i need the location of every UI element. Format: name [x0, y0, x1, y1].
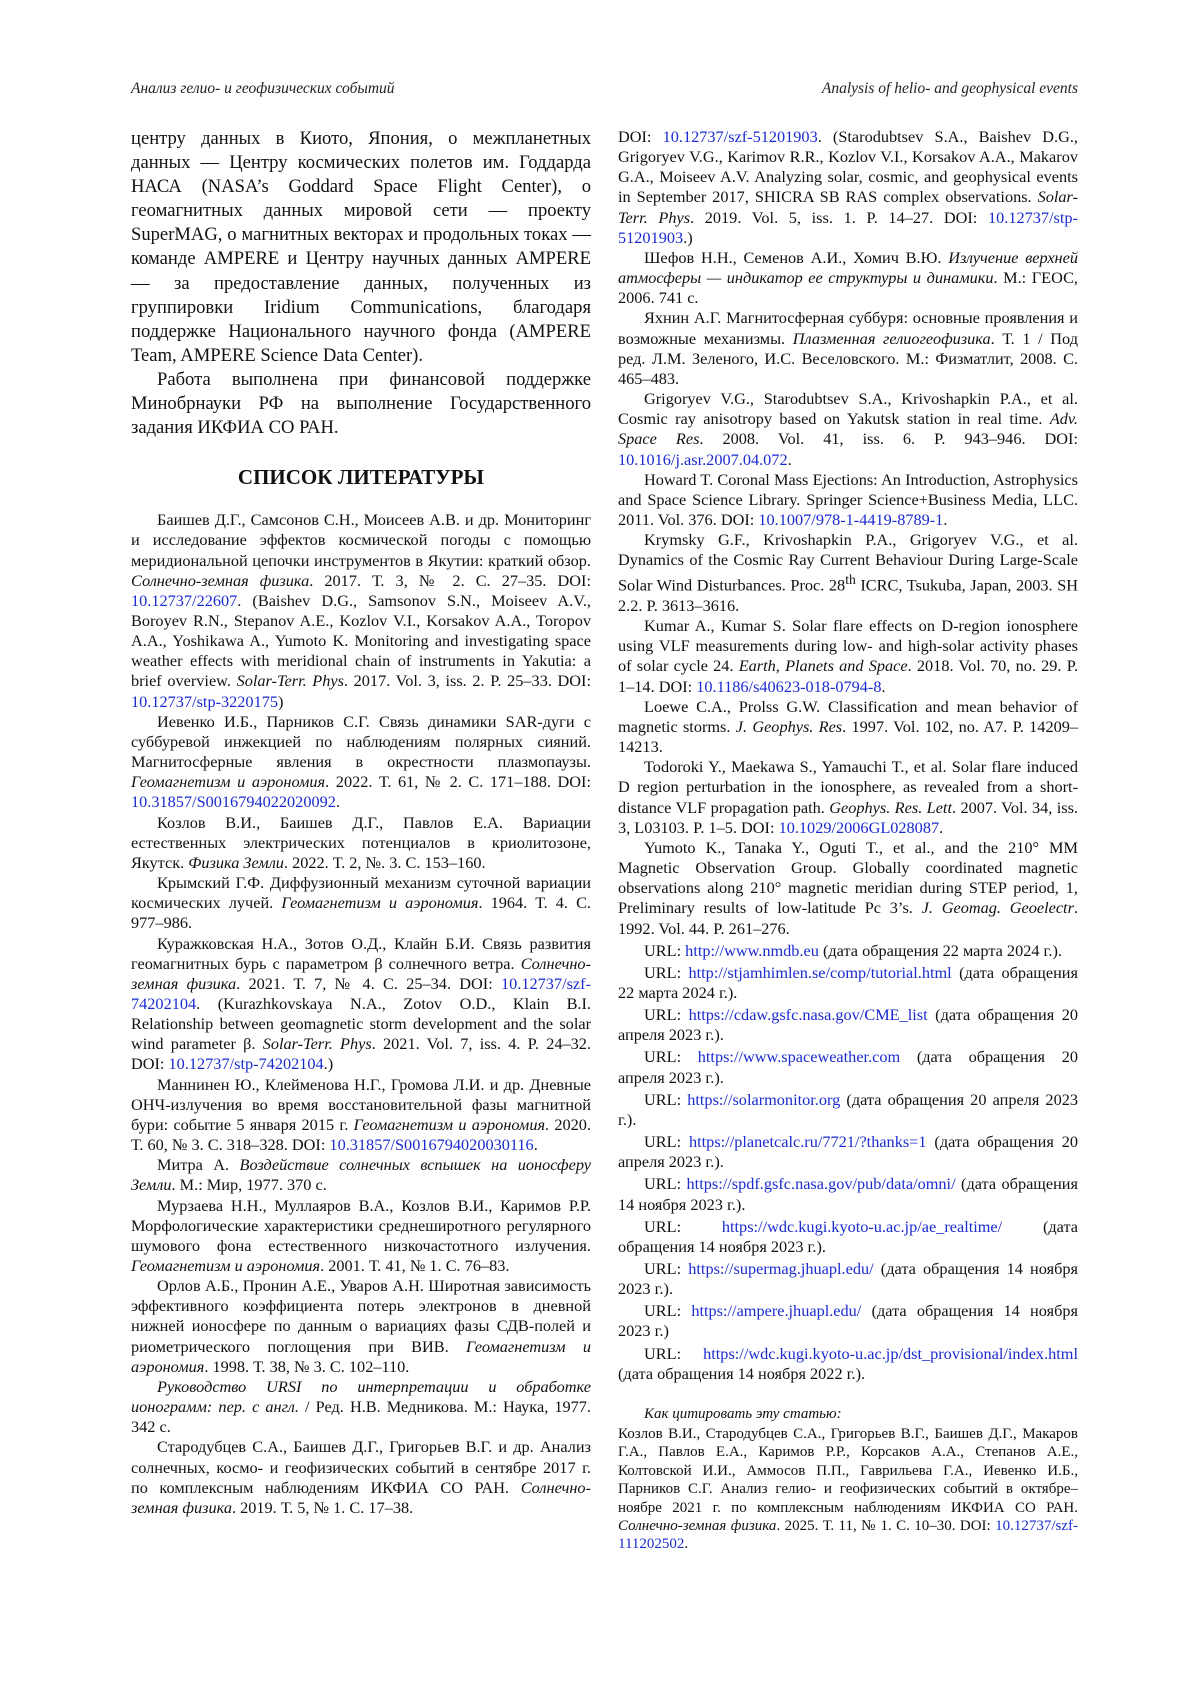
url-link[interactable]: https://spdf.gsfc.nasa.gov/pub/data/omni/ [686, 1174, 956, 1194]
header-left: Анализ гелио- и геофизических событий [131, 80, 395, 97]
url-link[interactable]: http://www.nmdb.eu [685, 940, 819, 960]
url-reference-item: URL: https://supermag.jhuapl.edu/ (дата обращения 14 ноября 2023 г.). [618, 1259, 1078, 1299]
doi-link[interactable]: 10.12737/szf-111202502 [618, 1517, 1078, 1553]
funding-paragraph: Работа выполнена при финансовой поддержке Минобрнауки РФ на выполнение Государственного задания ИКФИА СО РАН. [131, 368, 591, 439]
doi-link[interactable]: 10.12737/stp-74202104 [168, 1054, 324, 1074]
doi-link[interactable]: 10.1016/j.asr.2007.04.072 [618, 449, 788, 469]
doi-link[interactable]: 10.12737/szf-51201903 [662, 127, 818, 146]
url-reference-item: URL: https://www.spaceweather.com (дата обращения 20 апреля 2023 г.). [618, 1047, 1078, 1087]
doi-link[interactable]: 10.31857/S0016794022020092 [131, 792, 336, 812]
reference-item: Мурзаева Н.Н., Муллаяров В.А., Козлов В.И., Каримов Р.Р. Морфологические характеристики среднеширотного регулярного шумового фона естественного низкочастотного излучения. Геомагнетизм и аэрономия. 2001. Т. 41, № 1. С. 76–83. [131, 1195, 591, 1275]
reference-item: Krymsky G.F., Krivoshapkin P.A., Grigoryev V.G., et al. Dynamics of the Cosmic Ray Current Behaviour During Large-Scale Solar Wind Disturbances. Proc. 28th ICRC, Tsukuba, Japan, 2003. SH 2.2. P. 3613–3616. [618, 530, 1079, 616]
reference-item: Шефов Н.Н., Семенов А.И., Хомич В.Ю. Излучение верхней атмосферы — индикатор ее структуры и динамики. М.: ГЕОС, 2006. 741 с. [618, 247, 1078, 308]
url-reference-item: URL: https://spdf.gsfc.nasa.gov/pub/data/omni/ (дата обращения 14 ноября 2023 г.). [618, 1174, 1078, 1214]
citation-heading: Как цитировать эту статью: [644, 1405, 842, 1422]
url-reference-list [618, 941, 1078, 1384]
doi-link[interactable]: 10.31857/S0016794020030116 [329, 1135, 534, 1155]
url-link[interactable]: https://wdc.kugi.kyoto-u.ac.jp/dst_provisional/index.html [703, 1343, 1078, 1363]
url-reference-item: URL: https://wdc.kugi.kyoto-u.ac.jp/dst_provisional/index.html (дата обращения 14 ноября 2022 г.). [618, 1343, 1078, 1383]
left-column [131, 127, 591, 1518]
reference-item: Howard T. Coronal Mass Ejections: An Introduction, Astrophysics and Space Science Library. Springer Science+Business Media, LLC. 2011. Vol. 376. DOI: 10.1007/978-1-4419-8789-1. [618, 469, 1078, 529]
url-reference-item: URL: http://stjamhimlen.se/comp/tutorial.html (дата обращения 22 марта 2024 г.). [618, 962, 1078, 1002]
doi-link[interactable]: 10.1186/s40623-018-0794-8 [696, 676, 882, 696]
url-link[interactable]: https://supermag.jhuapl.edu/ [688, 1259, 874, 1279]
url-link[interactable]: https://www.spaceweather.com [697, 1047, 901, 1067]
url-reference-item: URL: https://ampere.jhuapl.edu/ (дата обращения 14 ноября 2023 г.) [618, 1301, 1078, 1341]
url-link[interactable]: http://stjamhimlen.se/comp/tutorial.html [688, 962, 952, 982]
doi-link[interactable]: 10.12737/stp-3220175 [131, 691, 278, 711]
doi-link[interactable]: 10.1007/978-1-4419-8789-1 [758, 509, 944, 529]
reference-item: Todoroki Y., Maekawa S., Yamauchi T., et al. Solar flare induced D region perturbation in the ionosphere, as revealed from a short-distance VLF propagation path. Geophys. Res. Lett. 2007. Vol. 34, iss. 3, L03103. P. 1–5. DOI: 10.1029/2006GL028087. [618, 757, 1078, 837]
citation-text: Козлов В.И., Стародубцев С.А., Григорьев В.Г., Баишев Д.Г., Макаров Г.А., Павлов Е.А., Каримов Р.Р., Корсаков А.А., Степанов А.Е., Колтовской И.И., Аммосов П.П., Гаврильева Г.А., Иевенко И.Б., Парников С.Г. Анализ гелио- и геофизических событий в октябре–ноябре 2021 г. по комплексным наблюдениям ИКФИА СО РАН. Солнечно-земная физика. 2025. Т. 11, № 1. С. 10–30. DOI: 10.12737/szf-111202502. [618, 1425, 1078, 1553]
doi-link[interactable]: 10.12737/stp-51201903 [618, 207, 1078, 247]
url-link[interactable]: https://solarmonitor.org [687, 1089, 841, 1109]
reference-item: Иевенко И.Б., Парников С.Г. Связь динамики SAR-дуги с суббуревой инжекцией по наблюдениям полярных сияний. Магнитосферные явления в окрестности плазмопаузы. Геомагнетизм и аэрономия. 2022. Т. 61, № 2. С. 171–188. DOI: 10.31857/S0016794022020092. [131, 711, 591, 812]
doi-link[interactable]: 10.12737/22607 [131, 590, 238, 610]
reference-item: Митра А. Воздействие солнечных вспышек на ионосферу Земли. М.: Мир, 1977. 370 с. [131, 1155, 591, 1195]
url-link[interactable]: https://cdaw.gsfc.nasa.gov/CME_list [688, 1005, 928, 1025]
references-title: СПИСОК ЛИТЕРАТУРЫ [237, 465, 485, 490]
url-reference-item: URL: https://planetcalc.ru/7721/?thanks=1 (дата обращения 20 апреля 2023 г.). [618, 1132, 1078, 1172]
url-reference-item: URL: https://wdc.kugi.kyoto-u.ac.jp/ae_realtime/ (дата обращения 14 ноября 2023 г.). [618, 1216, 1078, 1256]
reference-item: Kumar A., Kumar S. Solar flare effects on D-region ionosphere using VLF measurements during low- and high-solar activity phases of solar cycle 24. Earth, Planets and Space. 2018. Vol. 70, no. 29. P. 1–14. DOI: 10.1186/s40623-018-0794-8. [618, 616, 1079, 696]
reference-item: Yumoto K., Tanaka Y., Oguti T., et al., and the 210° MM Magnetic Observation Group. Globally coordinated magnetic observations along 210° magnetic meridian during STEP period, 1, Preliminary results of low-latitude Pc 3’s. J. Geomag. Geoelectr. 1992. Vol. 44. P. 261–276. [618, 837, 1078, 938]
reference-item: Яхнин А.Г. Магнитосферная суббуря: основные проявления и возможные механизмы. Плазменная гелиогеофизика. Т. 1 / Под ред. Л.М. Зеленого, И.С. Веселовского. М.: Физматлит, 2008. С. 465–483. [618, 308, 1078, 388]
right-column [618, 127, 1078, 1554]
reference-item: Стародубцев С.А., Баишев Д.Г., Григорьев В.Г. и др. Анализ солнечных, космо- и геофизических событий в сентябре 2017 г. по комплексным наблюдениям ИКФИА СО РАН. Солнечно-земная физика. 2019. Т. 5, № 1. С. 17–38. [131, 1437, 591, 1517]
url-reference-item: URL: https://solarmonitor.org (дата обращения 20 апреля 2023 г.). [618, 1089, 1078, 1129]
url-reference-item: URL: http://www.nmdb.eu (дата обращения 22 марта 2024 г.). [644, 940, 1062, 960]
reference-item: Grigoryev V.G., Starodubtsev S.A., Krivoshapkin P.A., et al. Cosmic ray anisotropy based on Yakutsk station in real time. Adv. Space Res. 2008. Vol. 41, iss. 6. P. 943–946. DOI: 10.1016/j.asr.2007.04.072. [618, 389, 1079, 469]
reference-item: Loewe C.A., Prolss G.W. Classification and mean behavior of magnetic storms. J. Geophys. Res. 1997. Vol. 102, no. A7. P. 14209–14213. [618, 696, 1079, 757]
reference-item-continued: DOI: 10.12737/szf-51201903. (Starodubtsev S.A., Baishev D.G., Grigoryev V.G., Karimov R.R., Kozlov V.I., Korsakov A.A., Makarov G.A., Moiseev A.V. Analyzing solar, cosmic, and geophysical events in September 2017, SHICRA SB RAS complex observations. Solar-Terr. Phys. 2019. Vol. 5, iss. 1. P. 14–27. DOI: 10.12737/stp-51201903.) [618, 127, 1078, 247]
url-link[interactable]: https://planetcalc.ru/7721/?thanks=1 [688, 1132, 927, 1152]
acknowledgment-paragraph: центру данных в Киото, Япония, о межпланетных данных — Центру космических полетов им. Годдарда НАСА (NASA’s Goddard Space Flight Center), о геомагнитных данных мировой сети — проекту SuperMAG, о магнитных векторах и продольных токах — команде AMPERE и Центру научных данных AMPERE — за предоставление данных, полученных из группировки Iridium Communications, благодаря поддержке Национального научного фонда (AMPERE Team, AMPERE Science Data Center). [131, 128, 591, 366]
reference-item: Куражковская Н.А., Зотов О.Д., Клайн Б.И. Связь развития геомагнитных бурь с параметром β солнечного ветра. Солнечно-земная физика. 2021. Т. 7, № 4. С. 25–34. DOI: 10.12737/szf-74202104. (Kurazhkovskaya N.A., Zotov O.D., Klain B.I. Relationship between geomagnetic storm development and the solar wind parameter β. Solar-Terr. Phys. 2021. Vol. 7, iss. 4. P. 24–32. DOI: 10.12737/stp-74202104.) [131, 933, 591, 1074]
reference-item: Маннинен Ю., Клейменова Н.Г., Громова Л.И. и др. Дневные ОНЧ-излучения во время восстановительной фазы магнитной бури: событие 5 января 2015 г. Геомагнетизм и аэрономия. 2020. Т. 60, № 3. С. 318–328. DOI: 10.31857/S0016794020030116. [131, 1074, 591, 1155]
reference-item: Руководство URSI по интерпретации и обработке ионограмм: пер. с англ. / Ред. Н.В. Медникова. М.: Наука, 1977. 342 с. [131, 1376, 591, 1437]
url-reference-item: URL: https://cdaw.gsfc.nasa.gov/CME_list (дата обращения 20 апреля 2023 г.). [618, 1005, 1078, 1045]
doi-link[interactable]: 10.1029/2006GL028087 [778, 817, 940, 837]
doi-link[interactable]: 10.12737/szf-74202104 [131, 973, 591, 1013]
reference-item: Орлов А.Б., Пронин А.Е., Уваров А.Н. Широтная зависимость эффективного коэффициента потерь электронов в дневной нижней ионосфере по данным о вариациях фазы СДВ-полей и риометрического поглощения при ВИВ. Геомагнетизм и аэрономия. 1998. Т. 38, № 3. С. 102–110. [131, 1276, 592, 1376]
header-right: Analysis of helio- and geophysical events [821, 80, 1078, 97]
reference-item: Козлов В.И., Баишев Д.Г., Павлов Е.А. Вариации естественных электрических потенциалов в криолитозоне, Якутск. Физика Земли. 2022. Т. 2, №. 3. С. 153–160. [131, 812, 591, 872]
url-link[interactable]: https://wdc.kugi.kyoto-u.ac.jp/ae_realtime/ [721, 1216, 1003, 1236]
reference-item: Крымский Г.Ф. Диффузионный механизм суточной вариации космических лучей. Геомагнетизм и аэрономия. 1964. Т. 4. С. 977–986. [131, 873, 591, 933]
running-header [131, 80, 1078, 98]
reference-item: Баишев Д.Г., Самсонов С.Н., Моисеев А.В. и др. Мониторинг и исследование эффектов космической погоды с помощью меридиональной цепочки инструментов в Якутии: краткий обзор. Солнечно-земная физика. 2017. Т. 3, № 2. С. 27–35. DOI: 10.12737/22607. (Baishev D.G., Samsonov S.N., Moiseev A.V., Boroyev R.N., Stepanov A.E., Kozlov V.I., Korsakov A.A., Toropov A.A., Yoshikawa A., Yumoto K. Monitoring and investigating space weather effects with meridional chain of instruments in Yakutia: a brief overview. Solar-Terr. Phys. 2017. Vol. 3, iss. 2. P. 25–33. DOI: 10.12737/stp-3220175) [131, 510, 591, 711]
url-link[interactable]: https://ampere.jhuapl.edu/ [691, 1301, 862, 1321]
